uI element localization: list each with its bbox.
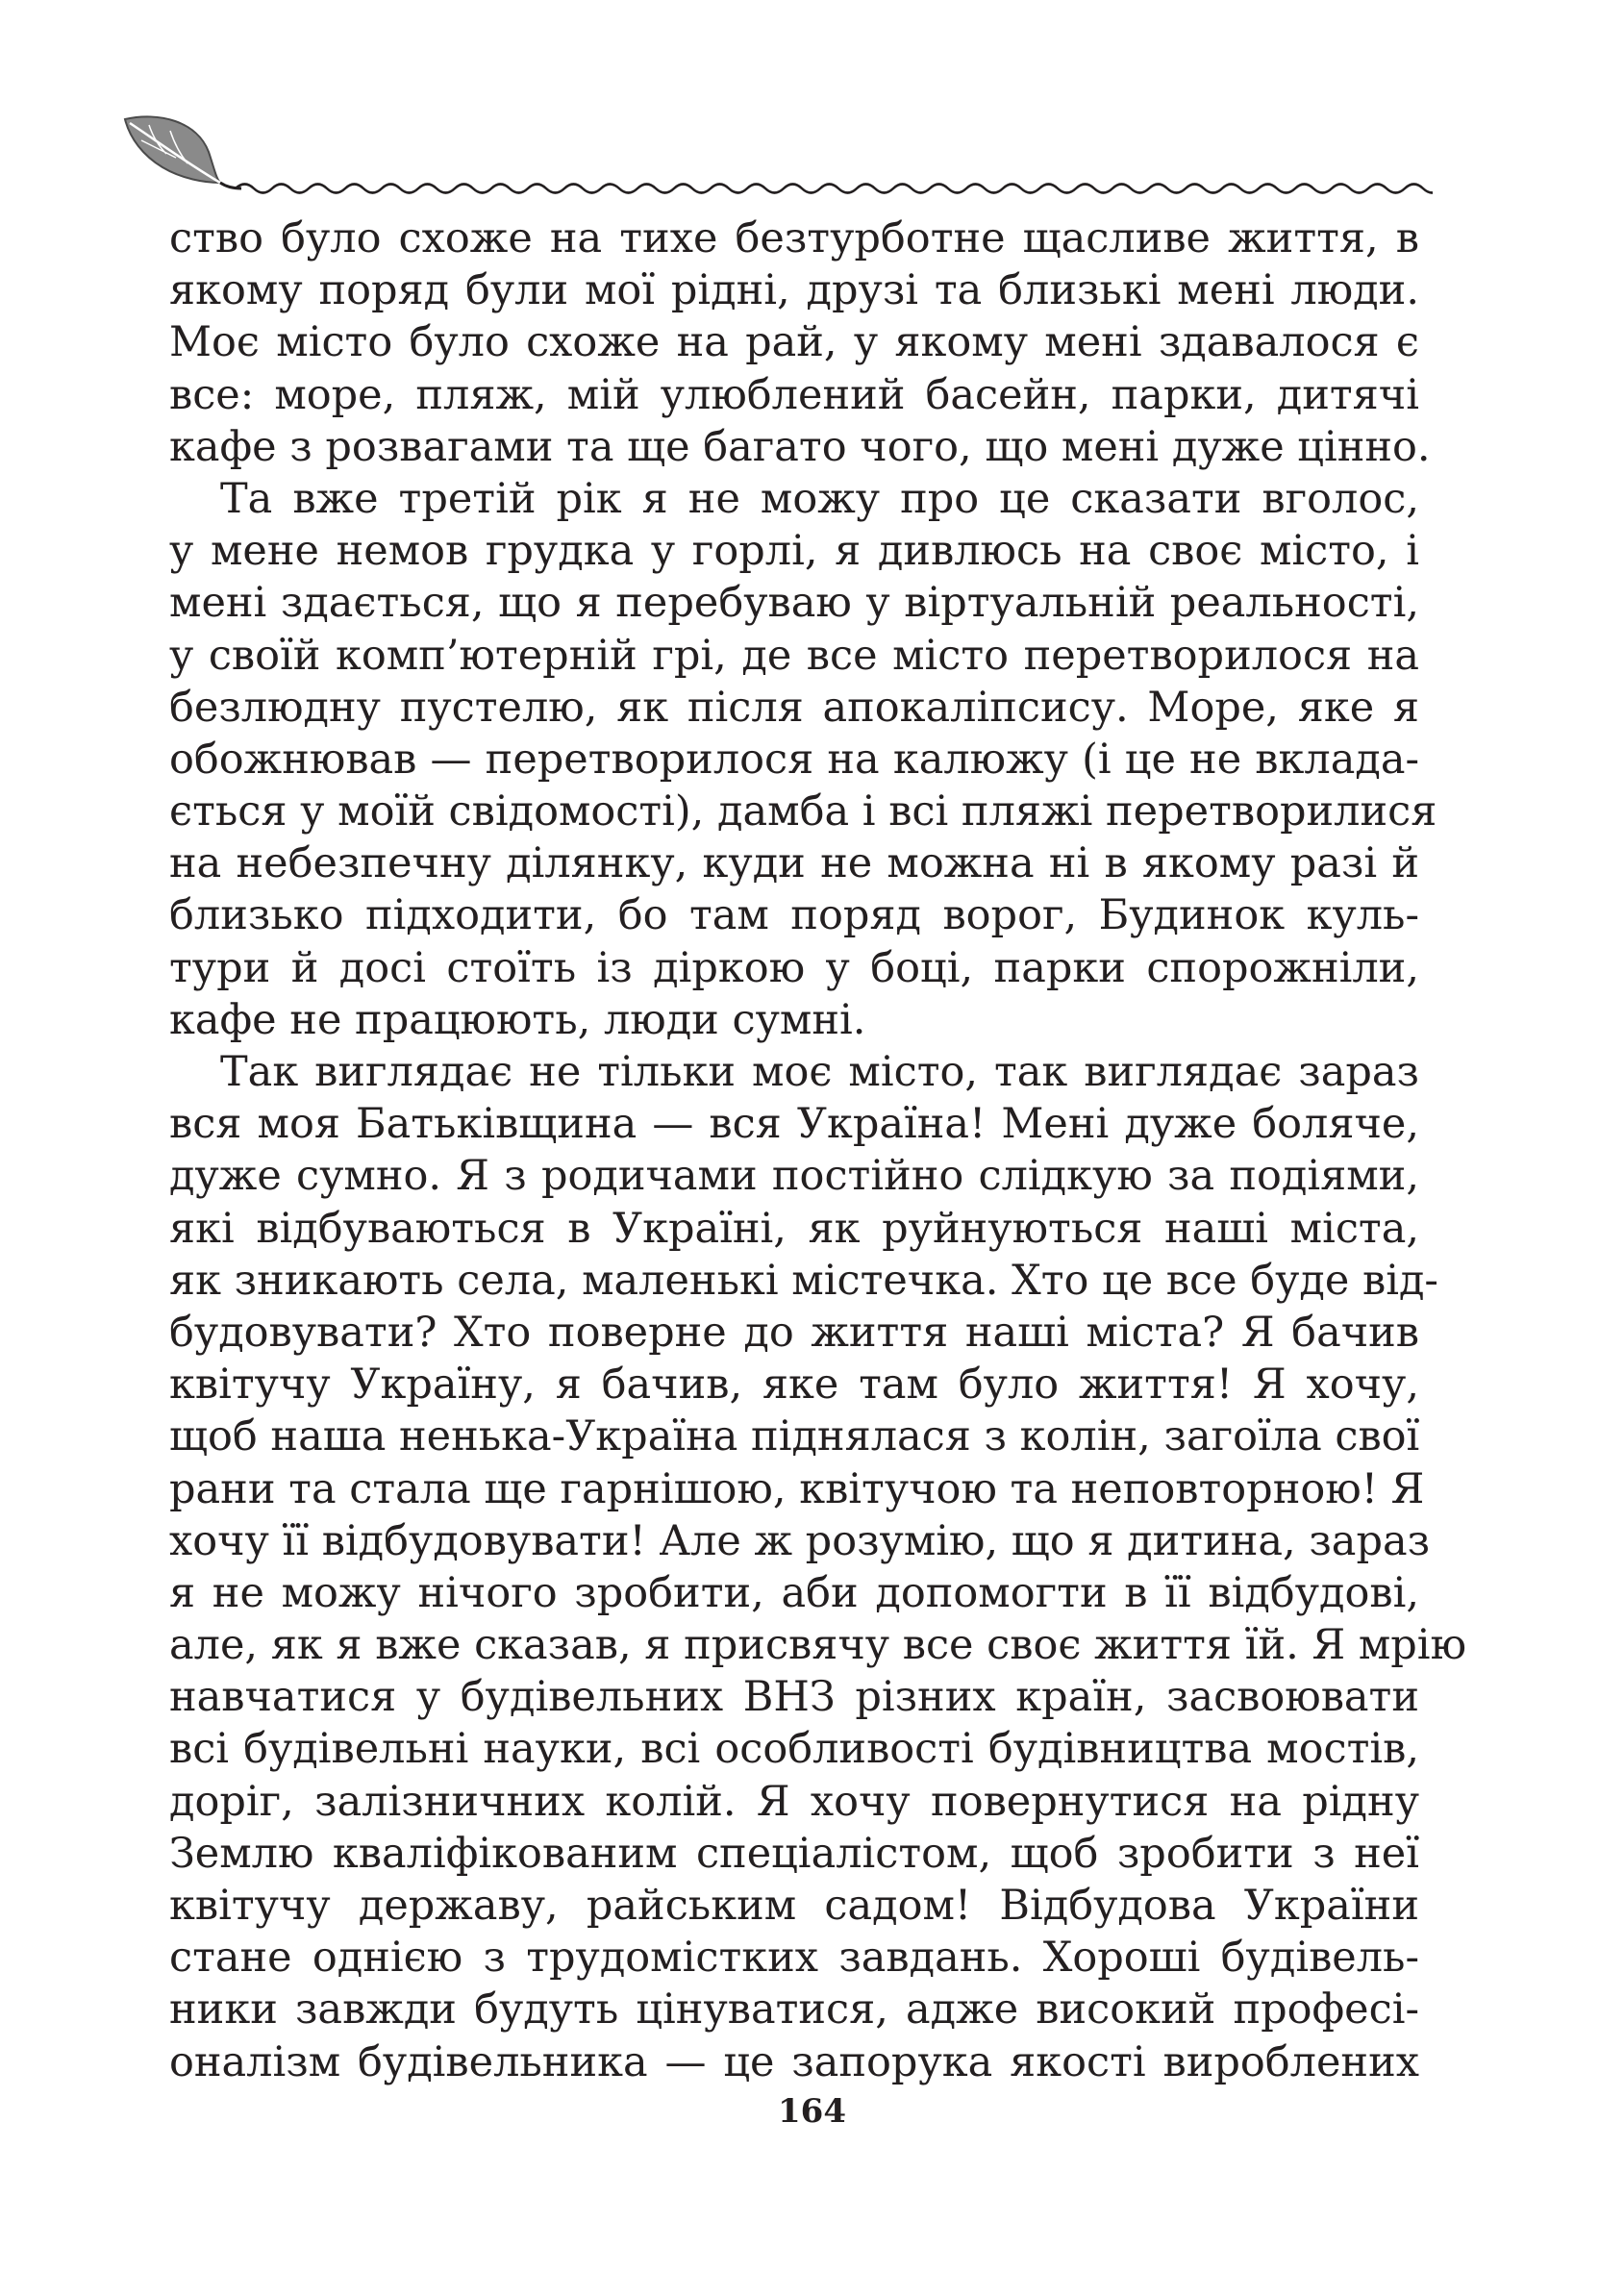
text-line: оналізм будівельника — це запорука якості вироблених [169,2037,1419,2086]
text-line: але, як я вже сказав, я присвячу все своє життя їй. Я мрію [169,1621,1466,1670]
text-line: близько підходити, бо там поряд ворог, Будинок куль- [169,891,1419,940]
feather-quill-icon [125,116,241,188]
text-line: у мене немов грудка у горлі, я дивлюсь на своє місто, і [169,527,1419,576]
text-line: ється у моїй свідомості), дамба і всі пляжі перетворилися [169,787,1437,836]
text-line: Та вже третій рік я не можу про це сказати вголос, [220,474,1419,523]
text-line: мені здається, що я перебуваю у віртуальній реальності, [169,579,1419,628]
text-line: Моє місто було схоже на рай, у якому мені здавалося є [169,318,1419,367]
text-line: обожнював — перетворилося на калюжу (і це не вклада- [169,735,1419,784]
text-line: доріг, залізничних колій. Я хочу повернутися на рідну [169,1777,1419,1826]
body-text [169,212,1466,2088]
wavy-rule [236,185,1433,193]
text-line: щоб наша ненька-Україна піднялася з колін, загоїла свої [169,1412,1420,1461]
text-line: тури й досі стоїть із діркою у боці, парки спорожніли, [169,943,1419,992]
text-line: дуже сумно. Я з родичами постійно слідкую за подіями, [169,1152,1419,1201]
page-number: 164 [778,2092,846,2131]
text-line: ство було схоже на тихе безтурботне щасливе життя, в [169,214,1419,262]
text-line: на небезпечну ділянку, куди не можна ні в якому разі й [169,839,1419,888]
text-line: вся моя Батьківщина — вся Україна! Мені дуже боляче, [169,1100,1419,1149]
text-line: безлюдну пустелю, як після апокаліпсису. Море, яке я [169,683,1419,732]
text-line: Землю кваліфікованим спеціалістом, щоб зробити з неї [169,1829,1419,1878]
text-line: хочу її відбудовувати! Але ж розумію, що я дитина, зараз [169,1516,1431,1565]
paragraph-1 [169,212,1431,473]
text-line: Так виглядає не тільки моє місто, так виглядає зараз [220,1048,1419,1096]
text-line: рани та стала ще гарнішою, квітучою та неповторною! Я [169,1464,1425,1513]
text-line: стане однією з трудомістких завдань. Хороші будівель- [169,1934,1419,1983]
text-line: як зникають села, маленькі містечка. Хто це все буде від- [169,1256,1438,1305]
text-line: кафе не працюють, люди сумні. [169,995,866,1044]
text-line: у своїй комп’ютерній грі, де все місто перетворилося на [169,631,1419,680]
text-line: будовувати? Хто поверне до життя наші міста? Я бачив [169,1308,1419,1357]
text-line: кафе з розвагами та ще багато чого, що мені дуже цінно. [169,422,1431,471]
text-line: я не можу нічого зробити, аби допомогти в її відбудові, [169,1568,1419,1617]
text-line: якому поряд були мої рідні, друзі та близькі мені люди. [169,266,1419,315]
text-line: квітучу державу, райським садом! Відбудова України [169,1882,1419,1930]
text-line: квітучу Україну, я бачив, яке там було життя! Я хочу, [169,1361,1419,1410]
text-line: які відбуваються в Україні, як руйнуються наші міста, [169,1204,1419,1253]
text-line: навчатися у будівельних ВНЗ різних країн, засвоювати [169,1673,1419,1722]
header-ornament [120,113,1433,200]
text-line: всі будівельні науки, всі особливості будівництва мостів, [169,1725,1419,1774]
paragraph-3 [169,1046,1466,2088]
paragraph-2 [169,473,1437,1046]
text-line: ники завжди будуть цінуватися, адже високий професі- [169,1985,1419,2035]
text-line: все: море, пляж, мій улюблений басейн, парки, дитячі [169,370,1419,419]
